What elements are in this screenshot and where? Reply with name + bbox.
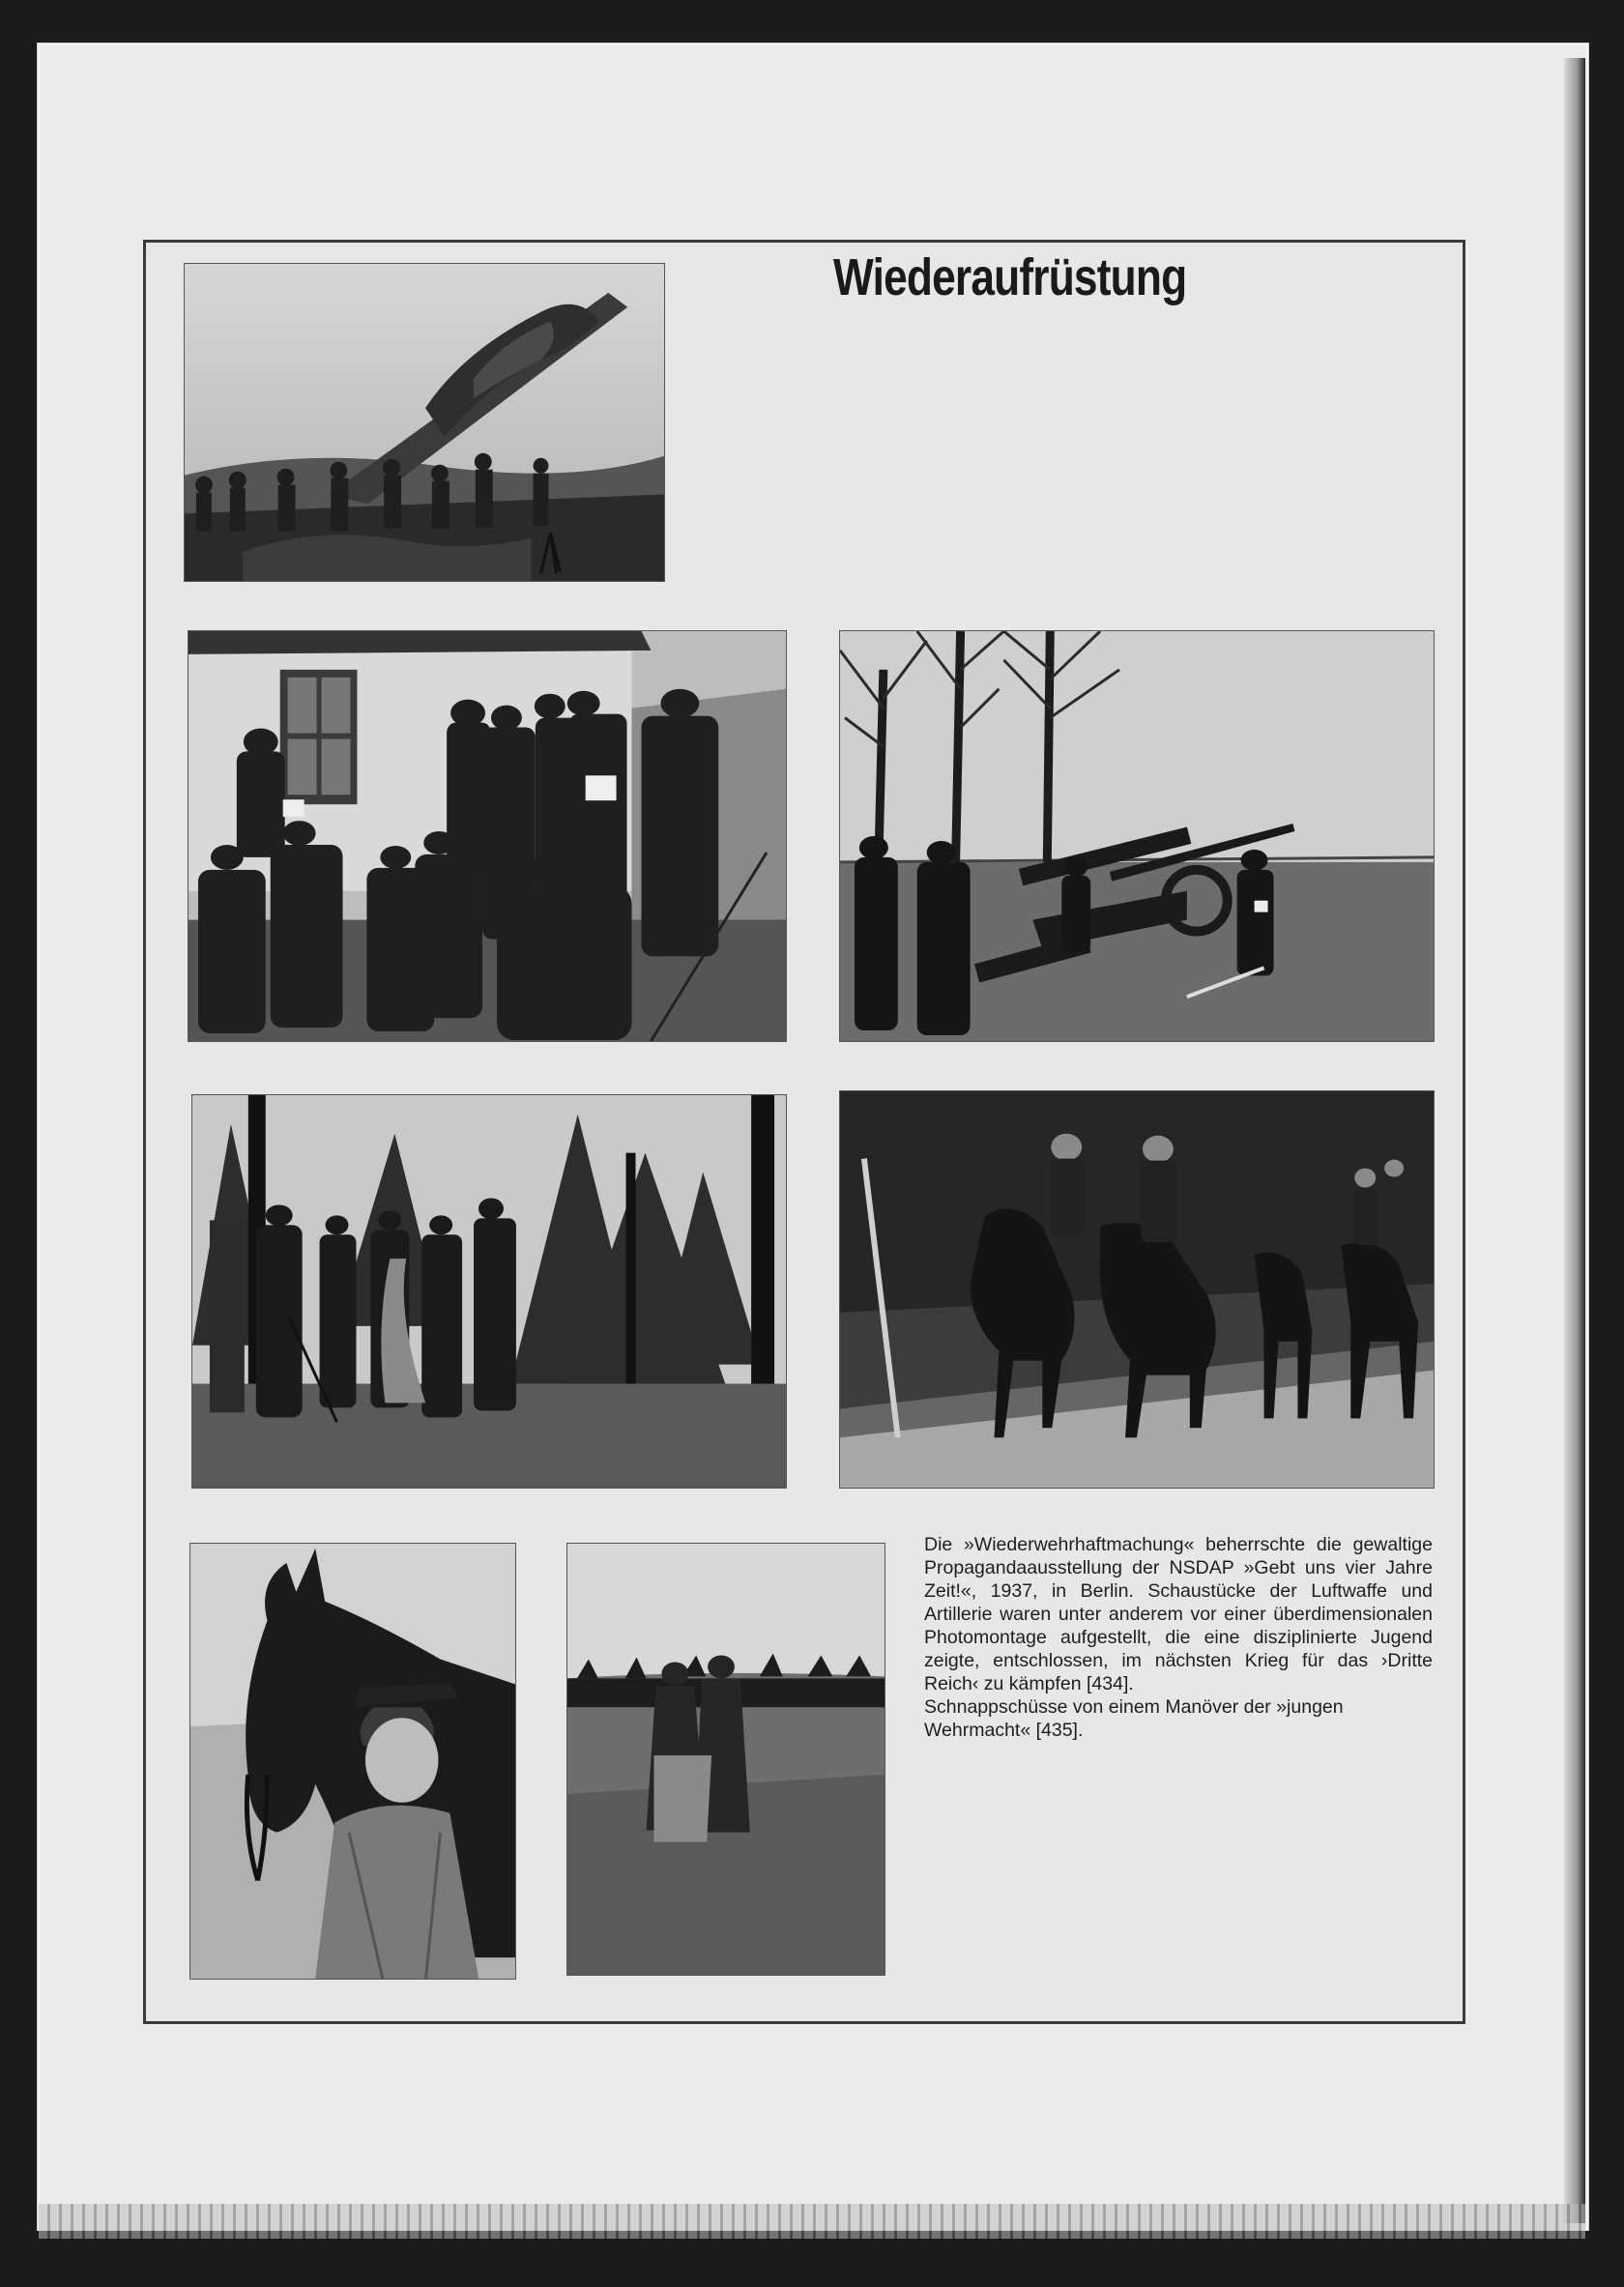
photo-officer-with-horse xyxy=(189,1543,516,1980)
page-title: Wiederaufrüstung xyxy=(833,248,1187,306)
photo-cavalry-on-road xyxy=(839,1090,1435,1489)
sleeve-perforation xyxy=(39,2204,1585,2239)
photo-soldiers-in-forest xyxy=(191,1094,787,1489)
photo-soldiers-at-house xyxy=(188,630,787,1042)
photo-camouflaged-gun xyxy=(184,263,665,582)
caption-text xyxy=(924,1533,1433,1742)
photo-officers-in-field xyxy=(566,1543,885,1976)
caption-paragraph: Schnappschüsse von einem Manöver der »jungen Wehrmacht« [435]. xyxy=(924,1696,1344,1741)
sleeve-edge xyxy=(1564,58,1585,2223)
caption-paragraph: Die »Wiederwehrhaftmachung« beherrschte die gewaltige Propagandaausstellung der NSDAP »Gebt uns vier Jahre Zeit!«, 1937, in Berlin. Schaustücke der Luftwaffe und Artillerie waren unter anderem vor einer überdimensionalen Photomontage aufgestellt, die eine disziplinierte Jugend zeigte, entschlossen, im nächsten Krieg für das ›Dritte Reich‹ zu kämpfen [434]. xyxy=(924,1534,1433,1694)
photo-field-artillery xyxy=(839,630,1435,1042)
